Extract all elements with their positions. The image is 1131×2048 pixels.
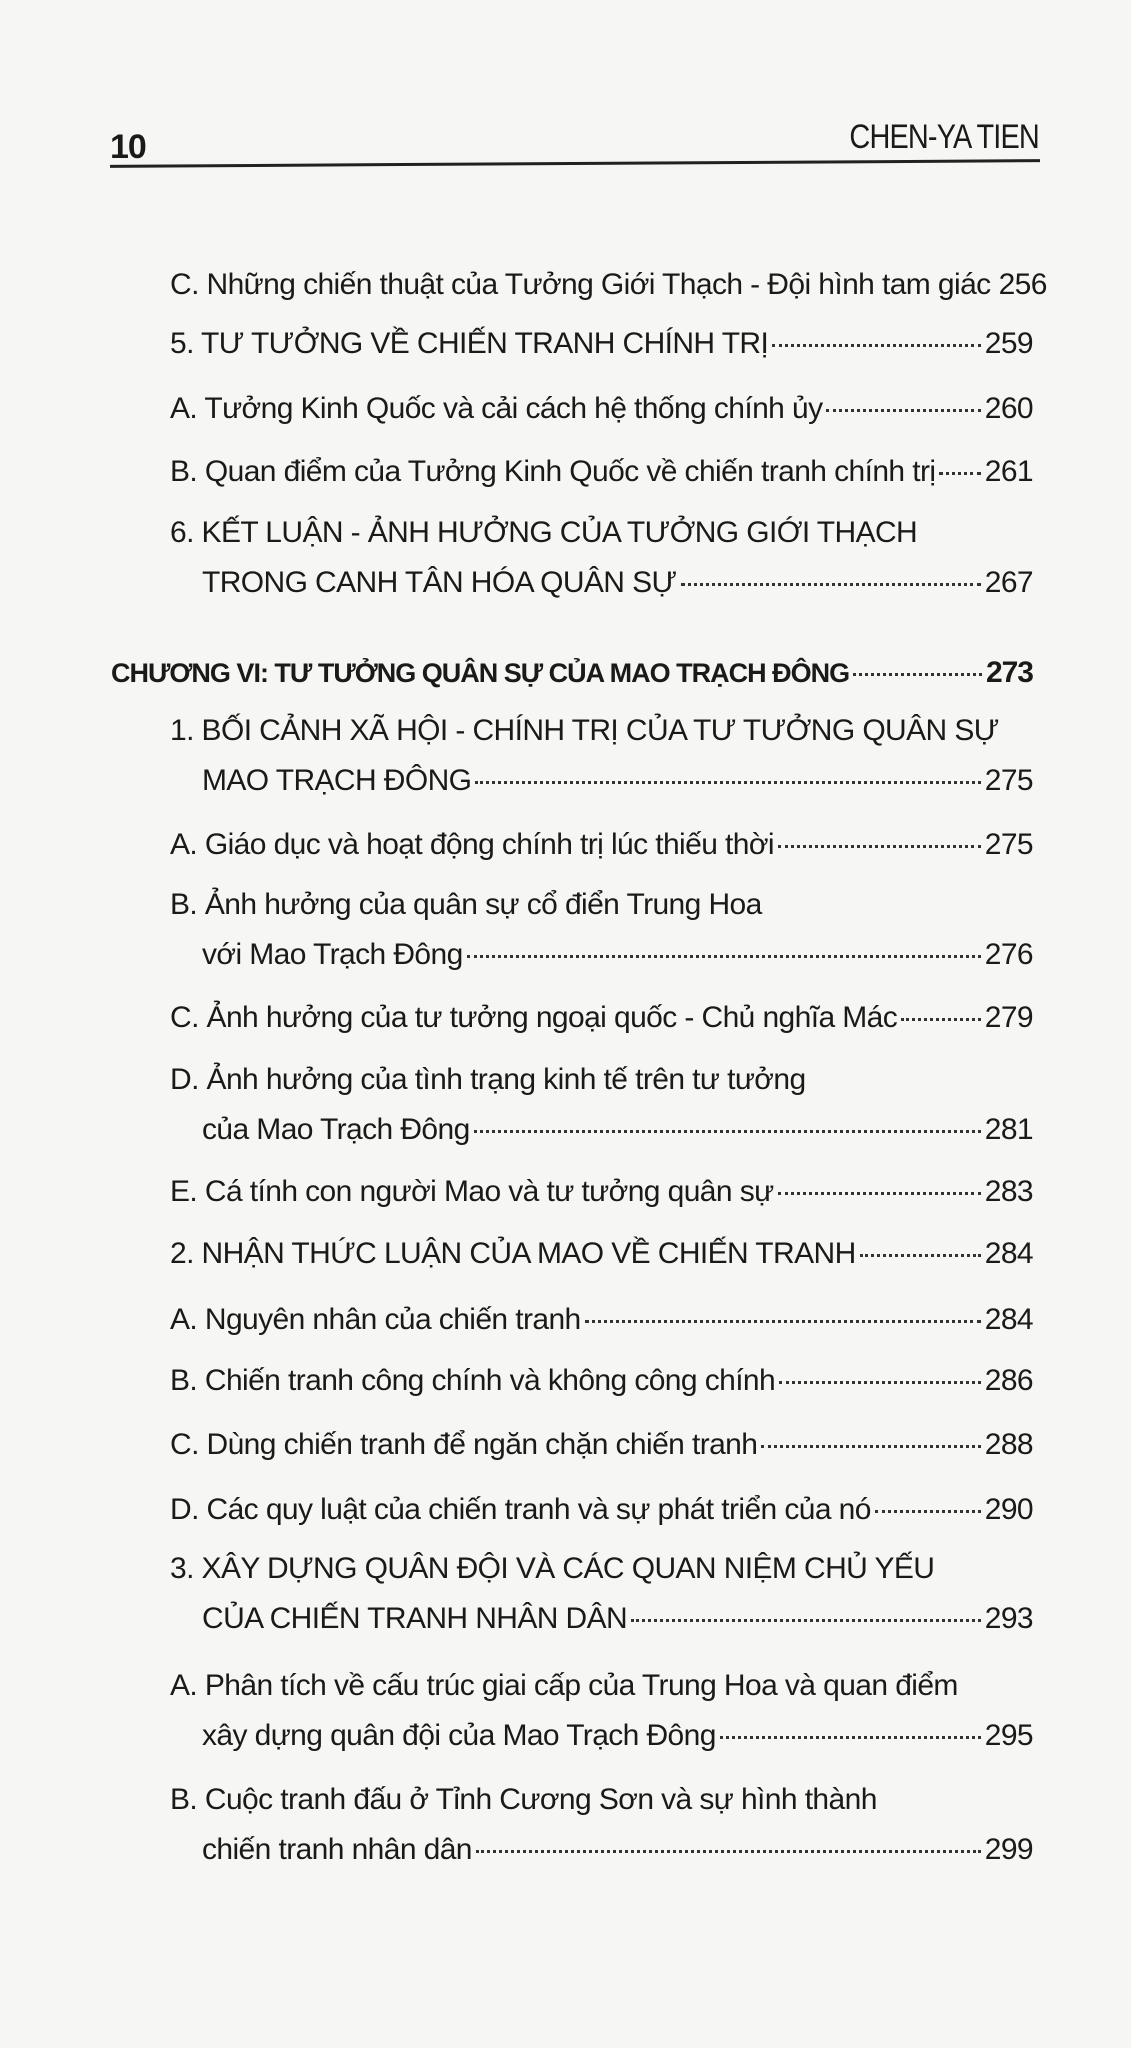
dot-leader: [826, 409, 980, 412]
dot-leader: [761, 1445, 980, 1448]
toc-entry-line: [170, 268, 1047, 318]
page-number: 10: [110, 128, 146, 166]
toc-entry-line: [170, 516, 1033, 566]
toc-entry-line: [170, 1303, 1033, 1353]
dot-leader: [853, 673, 982, 676]
toc-page-number: 267: [984, 566, 1033, 599]
toc-entry-title: 2. NHẬN THỨC LUẬN CỦA MAO VỀ CHIẾN TRANH: [170, 1237, 856, 1270]
dot-leader: [875, 1510, 981, 1513]
toc-entry-title: của Mao Trạch Đông: [202, 1113, 470, 1146]
toc-page-number: 293: [984, 1602, 1033, 1635]
toc-entry: [170, 714, 1033, 814]
toc-entry-line: [170, 1602, 1033, 1652]
toc-entry-title: MAO TRẠCH ĐÔNG: [202, 764, 472, 797]
toc-entry-line: [170, 1237, 1033, 1287]
dot-leader: [476, 1850, 981, 1853]
toc-entry-line: [170, 1428, 1033, 1478]
toc-entry-line: [170, 1113, 1033, 1163]
toc-entry-line: [170, 764, 1033, 814]
toc-entry-line: [170, 1001, 1033, 1051]
toc-entry-line: [170, 938, 1033, 988]
toc-entry-title: D. Ảnh hưởng của tình trạng kinh tế trên tư tưởng: [170, 1063, 806, 1096]
running-header-author: CHEN-YA TIEN: [849, 118, 1039, 156]
toc-entry: [170, 268, 1047, 318]
toc-entry-line: [170, 1783, 1033, 1833]
toc-page-number: 284: [984, 1303, 1033, 1336]
toc-entry-title: 6. KẾT LUẬN - ẢNH HƯỞNG CỦA TƯỞNG GIỚI THẠCH: [170, 516, 918, 549]
dot-leader: [475, 781, 980, 784]
dot-leader: [772, 344, 981, 347]
dot-leader: [720, 1736, 981, 1739]
toc-page-number: 276: [984, 938, 1033, 971]
toc-entry: [170, 1364, 1033, 1414]
toc-entry-line: [170, 714, 1033, 764]
toc-entry: [170, 1493, 1033, 1543]
toc-entry: [170, 1783, 1033, 1883]
toc-entry-line: [170, 1719, 1033, 1769]
toc-page-number: 259: [984, 327, 1033, 360]
toc-page-number: 284: [984, 1237, 1033, 1270]
toc-page-number: 275: [984, 764, 1033, 797]
toc-page-number: 290: [984, 1493, 1033, 1526]
toc-entry-line: [170, 1493, 1033, 1543]
dot-leader: [681, 583, 981, 586]
toc-entry-title: B. Cuộc tranh đấu ở Tỉnh Cương Sơn và sự hình thành: [170, 1783, 877, 1816]
toc-entry: [170, 1428, 1033, 1478]
toc-entry: [170, 1669, 1033, 1769]
toc-page-number: 273: [985, 656, 1033, 689]
toc-entry: [170, 1303, 1033, 1353]
toc-entry-title: A. Tưởng Kinh Quốc và cải cách hệ thống chính ủy: [170, 392, 823, 425]
toc-entry: [170, 1552, 1033, 1652]
toc-entry: [170, 392, 1033, 442]
toc-entry-title: B. Chiến tranh công chính và không công chính: [170, 1364, 776, 1397]
toc-page-number: 288: [984, 1428, 1033, 1461]
toc-entry-title: B. Ảnh hưởng của quân sự cổ điển Trung Hoa: [170, 888, 762, 921]
toc-page-number: 299: [984, 1833, 1033, 1866]
dot-leader: [585, 1320, 981, 1323]
toc-entry-title: 5. TƯ TƯỞNG VỀ CHIẾN TRANH CHÍNH TRỊ: [170, 327, 769, 360]
toc-entry: [170, 888, 1033, 988]
toc-entry: [170, 1175, 1033, 1225]
toc-entry-title: C. Dùng chiến tranh để ngăn chặn chiến tranh: [170, 1428, 758, 1461]
toc-entry-title: xây dựng quân đội của Mao Trạch Đông: [202, 1719, 716, 1752]
toc-entry-title: CHƯƠNG VI: TƯ TƯỞNG QUÂN SỰ CỦA MAO TRẠCH ĐÔNG: [111, 658, 850, 688]
toc-page-number: 279: [984, 1001, 1033, 1034]
toc-entry-line: [170, 1364, 1033, 1414]
toc-entry: [170, 1237, 1033, 1287]
toc-page-number: 286: [984, 1364, 1033, 1397]
toc-entry-line: [170, 1669, 1033, 1719]
toc-entry-title: D. Các quy luật của chiến tranh và sự phát triển của nó: [170, 1493, 871, 1526]
toc-entry-line: [111, 656, 1033, 706]
toc-entry-title: C. Ảnh hưởng của tư tưởng ngoại quốc - Chủ nghĩa Mác: [170, 1001, 898, 1034]
toc-entry-title: 1. BỐI CẢNH XÃ HỘI - CHÍNH TRỊ CỦA TƯ TƯỞNG QUÂN SỰ: [170, 714, 999, 747]
toc-page-number: 256: [998, 268, 1047, 301]
toc-entry-line: [170, 392, 1033, 442]
toc-entry-title: B. Quan điểm của Tưởng Kinh Quốc về chiến tranh chính trị: [170, 455, 936, 488]
toc-entry-title: A. Giáo dục và hoạt động chính trị lúc thiếu thời: [170, 828, 774, 861]
toc-entry-title: chiến tranh nhân dân: [202, 1833, 472, 1866]
toc-page-number: 275: [984, 828, 1033, 861]
toc-entry-title: A. Phân tích về cấu trúc giai cấp của Trung Hoa và quan điểm: [170, 1669, 958, 1702]
toc-entry-line: [170, 566, 1033, 616]
toc-entry-title: C. Những chiến thuật của Tưởng Giới Thạch - Đội hình tam giác: [170, 268, 991, 301]
dot-leader: [467, 955, 981, 958]
toc-entry-line: [170, 1063, 1033, 1113]
toc-entry-title: 3. XÂY DỰNG QUÂN ĐỘI VÀ CÁC QUAN NIỆM CHỦ YẾU: [170, 1552, 935, 1585]
toc-entry-title: A. Nguyên nhân của chiến tranh: [170, 1303, 581, 1336]
toc-entry-line: [170, 888, 1033, 938]
toc-entry-title: CỦA CHIẾN TRANH NHÂN DÂN: [202, 1602, 628, 1635]
toc-entry-line: [170, 828, 1033, 878]
toc-entry-title: E. Cá tính con người Mao và tư tưởng quân sự: [170, 1175, 774, 1208]
toc-entry-title: với Mao Trạch Đông: [202, 938, 463, 971]
toc-page-number: 261: [984, 455, 1033, 488]
dot-leader: [901, 1018, 981, 1021]
toc-page-number: 295: [984, 1719, 1033, 1752]
toc-page-number: 260: [984, 392, 1033, 425]
toc-page-number: 281: [984, 1113, 1033, 1146]
toc-entry: [170, 1063, 1033, 1163]
dot-leader: [860, 1254, 981, 1257]
toc-entry: [170, 1001, 1033, 1051]
dot-leader: [474, 1130, 981, 1133]
dot-leader: [778, 845, 981, 848]
toc-entry-line: [170, 327, 1033, 377]
toc-entry-line: [170, 1833, 1033, 1883]
toc-entry: [170, 828, 1033, 878]
toc-entry: [170, 455, 1033, 505]
toc-page-number: 283: [984, 1175, 1033, 1208]
toc-entry-title: TRONG CANH TÂN HÓA QUÂN SỰ: [202, 566, 677, 599]
toc-entry: [170, 327, 1033, 377]
toc-entry-line: [170, 1175, 1033, 1225]
toc-entry: [170, 516, 1033, 616]
toc-chapter-entry: [111, 656, 1033, 706]
dot-leader: [939, 472, 980, 475]
header-rule: [110, 159, 1040, 168]
dot-leader: [779, 1381, 981, 1384]
toc-entry-line: [170, 1552, 1033, 1602]
dot-leader: [778, 1192, 981, 1195]
toc-entry-line: [170, 455, 1033, 505]
dot-leader: [631, 1619, 981, 1622]
